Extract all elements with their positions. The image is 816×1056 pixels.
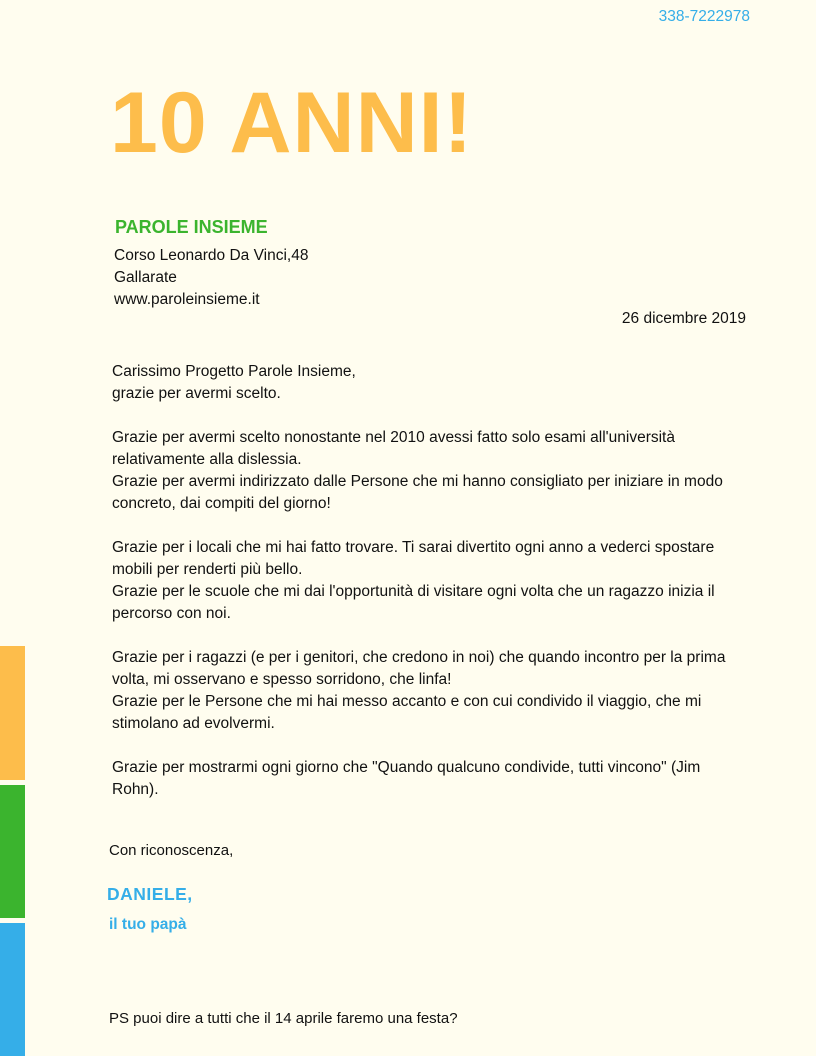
- recipient-city: Gallarate: [114, 269, 177, 286]
- paragraph: Grazie per i ragazzi (e per i genitori, che credono in noi) che quando incontro per la prima volta, mi osservano e spesso sorridono, che linfa!: [112, 649, 726, 688]
- paragraph: Grazie per le scuole che mi dai l'opportunità di visitare ogni volta che un ragazzo inizia il percorso con noi.: [112, 583, 715, 622]
- postscript: PS puoi dire a tutti che il 14 aprile faremo una festa?: [109, 1010, 458, 1027]
- paragraph: Grazie per avermi scelto nonostante nel 2010 avessi fatto solo esami all'università relativamente alla dislessia.: [112, 429, 675, 468]
- paragraph: Grazie per i locali che mi hai fatto trovare. Ti sarai divertito ogni anno a vederci spostare mobili per renderti più bello.: [112, 539, 715, 578]
- closing: Con riconoscenza,: [109, 842, 234, 859]
- recipient-name: PAROLE INSIEME: [115, 217, 268, 237]
- phone-number: 338-7222978: [658, 8, 750, 25]
- signature-name: DANIELE,: [107, 884, 193, 904]
- decorative-bar-green: [0, 785, 25, 918]
- signature-role: il tuo papà: [109, 916, 187, 933]
- paragraph: Grazie per le Persone che mi hai messo accanto e con cui condivido il viaggio, che mi stimolano ad evolvermi.: [112, 693, 702, 732]
- salutation: Carissimo Progetto Parole Insieme,: [112, 363, 356, 380]
- decorative-bar-blue: [0, 923, 25, 1056]
- letter-date: 26 dicembre 2019: [621, 310, 746, 327]
- paragraph: Grazie per mostrarmi ogni giorno che "Quando qualcuno condivide, tutti vincono" (Jim Rohn).: [112, 759, 701, 798]
- intro-line: grazie per avermi scelto.: [112, 385, 281, 402]
- decorative-bar-orange: [0, 646, 25, 780]
- paragraph: Grazie per avermi indirizzato dalle Persone che mi hanno consigliato per iniziare in modo concreto, dai compiti del giorno!: [112, 473, 723, 512]
- page-title: 10 ANNI!: [110, 75, 474, 171]
- recipient-website: www.paroleinsieme.it: [114, 291, 260, 308]
- letter-body: [112, 361, 727, 801]
- recipient-street: Corso Leonardo Da Vinci,48: [114, 247, 309, 264]
